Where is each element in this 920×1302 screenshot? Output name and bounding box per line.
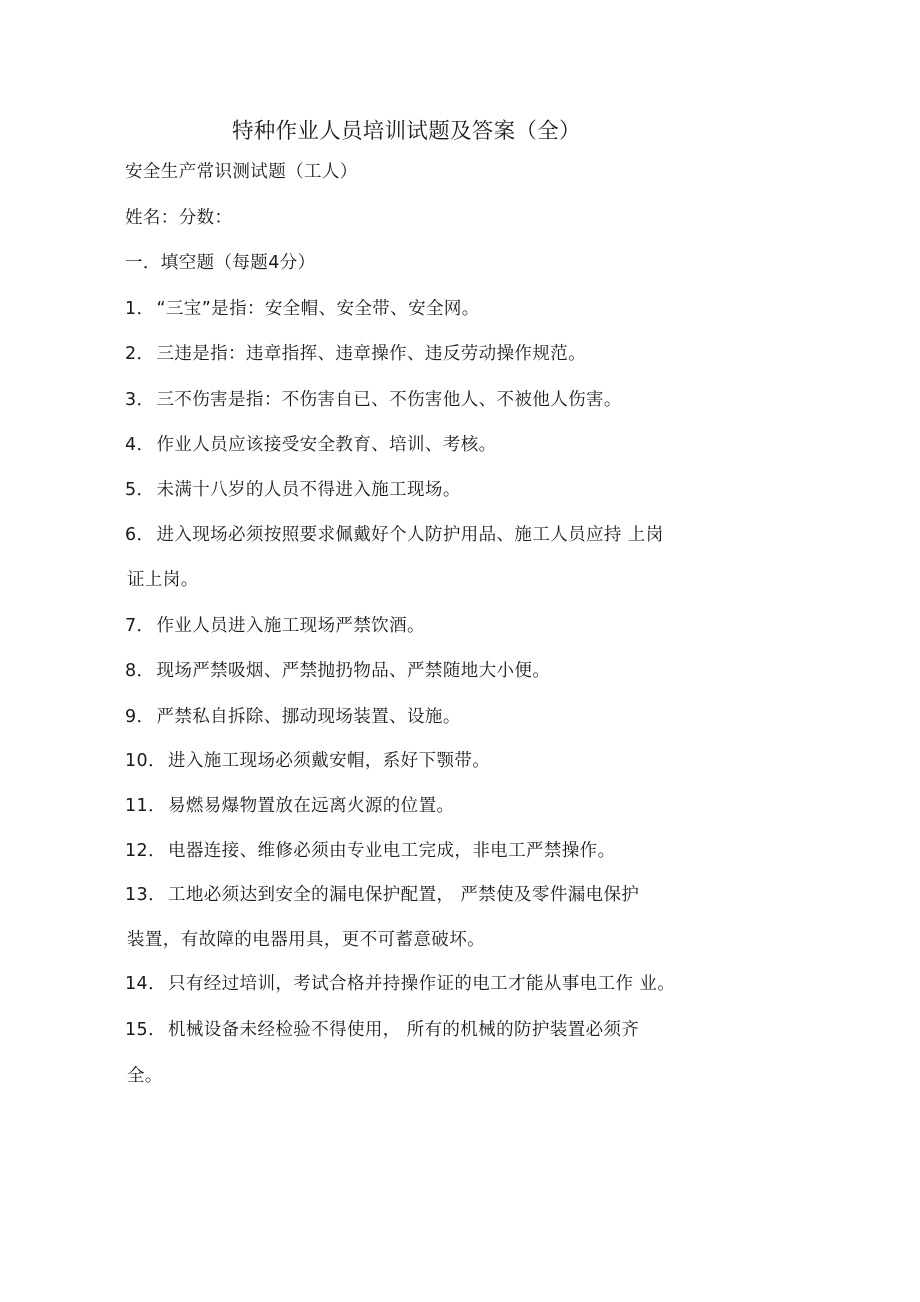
question-item-continuation — [125, 1062, 163, 1087]
item-text: 三不伤害是指：不伤害自已、不伤害他人、不被他人伤害。 — [156, 390, 622, 410]
item-text: 全。 — [127, 1066, 163, 1086]
item-number: 7． — [125, 616, 155, 636]
document-title: 特种作业人员培训试题及答案（全） — [232, 119, 581, 144]
question-item — [125, 837, 615, 862]
item-number: 10． — [125, 751, 166, 771]
item-number: 11． — [125, 796, 166, 816]
item-number: 2． — [125, 344, 155, 364]
question-item — [125, 386, 622, 411]
item-number: 9． — [125, 707, 155, 727]
question-item — [125, 476, 461, 501]
question-item — [125, 295, 480, 320]
question-item — [125, 431, 497, 456]
question-item — [125, 792, 454, 817]
question-item — [125, 703, 461, 728]
item-number: 4． — [125, 435, 155, 455]
item-text: 作业人员应该接受安全教育、培训、考核。 — [156, 435, 497, 455]
item-number: 13． — [125, 885, 166, 905]
item-text: 进入施工现场必须戴安帽，系好下颚带。 — [167, 751, 491, 771]
item-text: 电器连接、维修必须由专业电工完成，非电工严禁操作。 — [167, 841, 616, 861]
item-text: 工地必须达到安全的漏电保护配置， 严禁使及零件漏电保护 — [167, 885, 640, 905]
item-number: 8． — [125, 661, 155, 681]
item-text: 未满十八岁的人员不得进入施工现场。 — [156, 480, 461, 500]
item-number: 14． — [125, 974, 166, 994]
document-subtitle: 安全生产常识测试题（工人） — [125, 162, 358, 182]
item-number: 12． — [125, 841, 166, 861]
item-text: 装置，有故障的电器用具，更不可蓄意破坏。 — [127, 930, 485, 950]
item-number: 3． — [125, 390, 155, 410]
item-text: 易燃易爆物置放在远离火源的位置。 — [167, 796, 455, 816]
item-text: 证上岗。 — [127, 570, 199, 590]
question-item — [125, 521, 664, 546]
item-text: 机械设备未经检验不得使用， 所有的机械的防护装置必须齐 — [167, 1020, 640, 1040]
question-item — [125, 612, 425, 637]
item-text: 进入现场必须按照要求佩戴好个人防护用品、施工人员应持 上岗 — [156, 525, 664, 545]
item-text: “三宝”是指：安全帽、安全带、安全网。 — [156, 299, 480, 319]
question-item-continuation — [125, 566, 199, 591]
name-score-line: 姓名：分数： — [125, 208, 233, 228]
item-text: 严禁私自拆除、挪动现场装置、设施。 — [156, 707, 461, 727]
question-item — [125, 747, 490, 772]
item-number: 5． — [125, 480, 155, 500]
item-text: 作业人员进入施工现场严禁饮酒。 — [156, 616, 425, 636]
item-number: 15． — [125, 1020, 166, 1040]
item-number: 6． — [125, 525, 155, 545]
section-heading: 一．填空题（每题4分） — [125, 253, 316, 273]
item-text: 只有经过培训，考试合格并持操作证的电工才能从事电工作 业。 — [167, 974, 676, 994]
question-item — [125, 1016, 639, 1041]
item-number: 1． — [125, 299, 155, 319]
item-text: 三违是指：违章指挥、违章操作、违反劳动操作规范。 — [156, 344, 587, 364]
question-item-continuation — [125, 926, 485, 951]
question-item — [125, 340, 586, 365]
item-text: 现场严禁吸烟、严禁抛扔物品、严禁随地大小便。 — [156, 661, 551, 681]
question-item — [125, 657, 550, 682]
question-item — [125, 970, 675, 995]
question-item — [125, 881, 639, 906]
